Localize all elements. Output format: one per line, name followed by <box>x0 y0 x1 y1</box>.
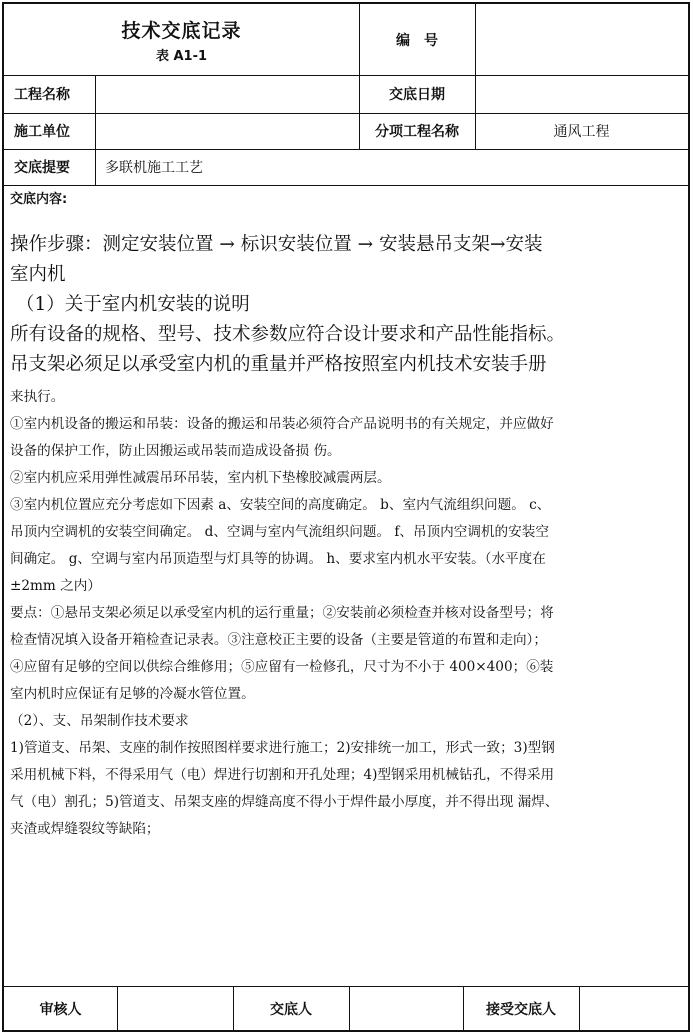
contractor-field[interactable] <box>95 113 359 149</box>
content-line: 气（电）割孔；5)管道支、吊架支座的焊缝高度不得小于焊件最小厚度，并不得出现 漏焊、 <box>10 794 559 810</box>
content-line: 吊顶内空调机的安装空间确定。 d、空调与室内气流组织问题。 f、吊顶内空调机的安装空 <box>10 524 549 540</box>
content-line: ③室内机位置应充分考虑如下因素 a、安装空间的高度确定。 b、室内气流组织问题。 c、 <box>10 497 551 513</box>
content-line: 设备的保护工作，防止因搬运或吊装而造成设备损 伤。 <box>10 443 341 459</box>
content-line: ④应留有足够的空间以供综合维修用；⑤应留有一检修孔，尺寸为不小于 400×400；⑥装 <box>10 659 554 675</box>
content-heading: 交底内容: <box>10 192 68 207</box>
summary-field[interactable]: 多联机施工工艺 <box>105 160 203 176</box>
date-label: 交底日期 <box>389 87 445 103</box>
content-line: （1）关于室内机安装的说明 <box>16 294 250 315</box>
reviewer-label: 审核人 <box>39 1002 82 1018</box>
presenter-field[interactable] <box>349 986 463 1032</box>
number-field[interactable] <box>475 4 688 75</box>
reviewer-field[interactable] <box>117 986 233 1032</box>
content-line: 要点：①悬吊支架必须足以承受室内机的运行重量；②安装前必须检查并核对设备型号；将 <box>10 605 554 621</box>
content-line: 采用机械下料，不得采用气（电）焊进行切割和开孔处理；4)型钢采用机械钻孔，不得采用 <box>10 767 555 783</box>
content-line: 吊支架必须足以承受室内机的重量并严格按照室内机技术安装手册 <box>10 354 547 375</box>
subproject-label: 分项工程名称 <box>375 124 459 140</box>
contractor-label: 施工单位 <box>14 124 70 140</box>
content-line: （2）、支、吊架制作技术要求 <box>10 713 189 729</box>
receiver-field[interactable] <box>579 986 688 1032</box>
page-title: 技术交底记录 <box>121 19 242 42</box>
content-line: 来执行。 <box>10 389 65 405</box>
receiver-label: 接受交底人 <box>486 1002 556 1018</box>
briefing-content <box>10 188 675 843</box>
date-field[interactable] <box>475 75 688 113</box>
content-line: 夹渣或焊缝裂纹等缺陷； <box>10 821 160 837</box>
content-line: 1)管道支、吊架、支座的制作按照图样要求进行施工；2)安排统一加工，形式一致；3)型钢 <box>10 740 555 756</box>
form-code: 表 A1-1 <box>155 48 208 64</box>
content-line: 室内机 <box>10 264 66 285</box>
content-line: 检查情况填入设备开箱检查记录表。③注意校正主要的设备（主要是管道的布置和走向）； <box>10 632 547 648</box>
content-line: ②室内机应采用弹性减震吊环吊装，室内机下垫橡胶减震两层。 <box>10 470 391 486</box>
divider <box>4 185 688 186</box>
subproject-field[interactable]: 通风工程 <box>553 124 610 140</box>
content-line: ±2mm 之内） <box>10 578 101 594</box>
content-line: 操作步骤：测定安装位置 → 标识安装位置 → 安装悬吊支架→安装 <box>10 234 543 255</box>
number-label: 编 号 <box>396 32 438 49</box>
content-line: ①室内机设备的搬运和吊装：设备的搬运和吊装必须符合产品说明书的有关规定，并应做好 <box>10 416 554 432</box>
content-line: 所有设备的规格、型号、技术参数应符合设计要求和产品性能指标。 <box>10 324 566 345</box>
form-title-block <box>4 4 359 75</box>
content-line: 室内机时应保证有足够的冷凝水管位置。 <box>10 686 255 702</box>
content-line: 间确定。 g、空调与室内吊顶造型与灯具等的协调。 h、要求室内机水平安装。（水平度在 <box>10 551 546 567</box>
summary-label: 交底提要 <box>14 160 70 176</box>
project-name-field[interactable] <box>95 75 359 113</box>
presenter-label: 交底人 <box>270 1002 312 1018</box>
project-name-label: 工程名称 <box>14 87 70 103</box>
